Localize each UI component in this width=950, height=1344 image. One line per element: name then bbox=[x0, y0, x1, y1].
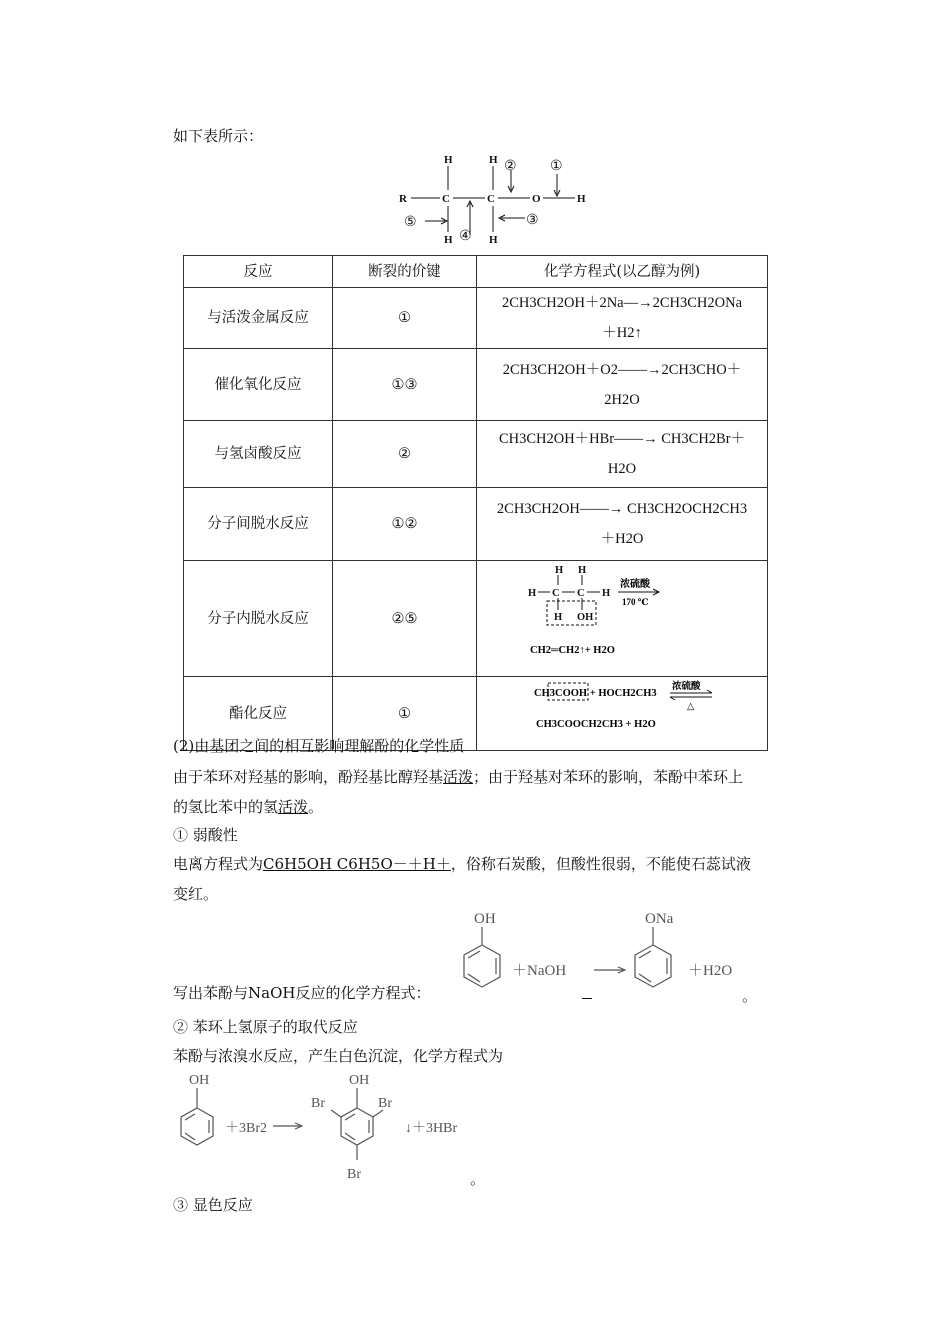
reaction-name: 催化氧化反应 bbox=[184, 349, 333, 421]
condition-top: 浓硫酸 bbox=[672, 682, 701, 692]
ionization-equation: C6H5OH C6H5O－＋H＋ bbox=[263, 855, 451, 873]
svg-text:C: C bbox=[577, 588, 585, 599]
svg-text:C: C bbox=[552, 588, 560, 599]
item-weak-acidity: ① 弱酸性 bbox=[173, 826, 238, 844]
equation-line-2: ＋H2↑ bbox=[602, 325, 642, 341]
bond-mark-3: ③ bbox=[526, 213, 539, 228]
equation-cell bbox=[477, 561, 768, 677]
oh-label: OH bbox=[189, 1073, 210, 1088]
bond-mark-4: ④ bbox=[459, 229, 472, 244]
reaction-name: 酯化反应 bbox=[184, 677, 333, 751]
reaction-name: 与活泼金属反应 bbox=[184, 288, 333, 349]
br-right: Br bbox=[378, 1096, 392, 1111]
equation-cell bbox=[477, 421, 768, 488]
phenol-bromination-equation bbox=[173, 1068, 486, 1188]
svg-text:H: H bbox=[578, 565, 587, 576]
bond-mark-5: ⑤ bbox=[404, 215, 417, 230]
alcohol-structure-diagram bbox=[395, 150, 595, 246]
table-row bbox=[184, 421, 768, 488]
esterification-equation-image bbox=[482, 677, 762, 739]
bromine-intro: 苯酚与浓溴水反应，产生白色沉淀，化学方程式为 bbox=[173, 1047, 504, 1065]
equation-line-1: CH3CH2OH＋HBr――→ CH3CH2Br＋ bbox=[498, 431, 746, 447]
table-row bbox=[184, 488, 768, 561]
bond-broken: ①③ bbox=[333, 349, 477, 421]
answer-underline bbox=[582, 998, 592, 999]
atom-h-oh: H bbox=[577, 193, 586, 205]
ester-product: CH3COOCH2CH3 + H2O bbox=[536, 719, 656, 730]
br-bottom: Br bbox=[347, 1167, 361, 1182]
paragraph-mutual-influence: 由于苯环对羟基的影响，酚羟基比醇羟基活泼；由于羟基对苯环的影响，苯酚中苯环上 的氢比苯中的氢活泼。 bbox=[173, 768, 744, 816]
product-text: CH2═CH2↑+ H2O bbox=[530, 645, 615, 656]
bond-broken: ① bbox=[333, 677, 477, 751]
alcohol-reaction-table bbox=[183, 255, 768, 751]
condition-bottom: 170 ℃ bbox=[622, 597, 649, 607]
ona-label: ONa bbox=[645, 911, 674, 927]
atom-o: O bbox=[532, 193, 541, 205]
atom-h-bottom1: H bbox=[444, 234, 453, 246]
header-bond: 断裂的价键 bbox=[333, 256, 477, 288]
svg-text:OH: OH bbox=[577, 612, 594, 623]
phenol-naoh-equation bbox=[460, 905, 760, 1005]
atom-h-top1: H bbox=[444, 154, 453, 166]
blank-answer-2: 活泼 bbox=[278, 798, 309, 816]
period-2: 。 bbox=[470, 1170, 486, 1188]
atom-r: R bbox=[399, 193, 407, 205]
ester-left: CH3COOH + HOCH2CH3 bbox=[534, 688, 657, 699]
oh-label-product: OH bbox=[349, 1073, 370, 1088]
equation-line-1: 2CH3CH2OH――→ CH3CH2OCH2CH3 bbox=[496, 501, 748, 517]
equation-cell bbox=[477, 288, 768, 349]
bond-broken: ②⑤ bbox=[333, 561, 477, 677]
table-row bbox=[184, 561, 768, 677]
table-row bbox=[184, 349, 768, 421]
intro-text: 如下表所示： bbox=[173, 127, 264, 145]
bond-mark-1: ① bbox=[550, 159, 563, 174]
atom-h-top2: H bbox=[489, 154, 498, 166]
header-equation: 化学方程式(以乙醇为例) bbox=[477, 256, 768, 288]
svg-text:H: H bbox=[554, 612, 563, 623]
equation-line-2: H2O bbox=[607, 461, 637, 477]
svg-text:H: H bbox=[528, 588, 537, 599]
bond-broken: ①② bbox=[333, 488, 477, 561]
dehydration-equation-image bbox=[482, 561, 762, 665]
bond-mark-2: ② bbox=[504, 159, 517, 174]
equation-cell bbox=[477, 488, 768, 561]
svg-text:H: H bbox=[602, 588, 611, 599]
svg-text:H: H bbox=[555, 565, 564, 576]
blank-answer-1: 活泼 bbox=[443, 768, 474, 786]
bond-broken: ① bbox=[333, 288, 477, 349]
plus-naoh: ＋NaOH bbox=[512, 963, 567, 979]
equation-line-2: 2H2O bbox=[604, 391, 640, 408]
naoh-prompt: 写出苯酚与NaOH反应的化学方程式： bbox=[173, 984, 431, 1002]
br-left: Br bbox=[311, 1096, 325, 1111]
period-1: 。 bbox=[742, 987, 758, 1005]
equation-line-1: 2CH3CH2OH＋O2――→2CH3CHO＋ bbox=[502, 361, 742, 378]
condition-bottom: △ bbox=[687, 702, 695, 712]
plus-hbr: ↓＋3HBr bbox=[405, 1121, 458, 1136]
equation-line-2: ＋H2O bbox=[600, 531, 644, 547]
reaction-name: 与氢卤酸反应 bbox=[184, 421, 333, 488]
oh-label: OH bbox=[474, 911, 496, 927]
ionization-paragraph: 电离方程式为C6H5OH C6H5O－＋H＋，俗称石炭酸，但酸性很弱，不能使石蕊试液 变红。 bbox=[173, 855, 751, 903]
section-title: (2)由基团之间的相互影响理解酚的化学性质 bbox=[173, 737, 465, 755]
table-row bbox=[184, 288, 768, 349]
atom-h-bottom2: H bbox=[489, 234, 498, 246]
condition-top: 浓硫酸 bbox=[620, 579, 650, 590]
equation-cell bbox=[477, 349, 768, 421]
bond-broken: ② bbox=[333, 421, 477, 488]
plus-br2: ＋3Br2 bbox=[225, 1121, 267, 1136]
equation-line-1: 2CH3CH2OH＋2Na―→2CH3CH2ONa bbox=[501, 295, 743, 311]
atom-c2: C bbox=[487, 193, 495, 205]
item-color-reaction: ③ 显色反应 bbox=[173, 1196, 253, 1214]
plus-h2o: ＋H2O bbox=[688, 963, 733, 979]
item-substitution: ② 苯环上氢原子的取代反应 bbox=[173, 1018, 358, 1036]
reaction-name: 分子间脱水反应 bbox=[184, 488, 333, 561]
header-reaction: 反应 bbox=[184, 256, 333, 288]
reaction-name: 分子内脱水反应 bbox=[184, 561, 333, 677]
atom-c1: C bbox=[442, 193, 450, 205]
